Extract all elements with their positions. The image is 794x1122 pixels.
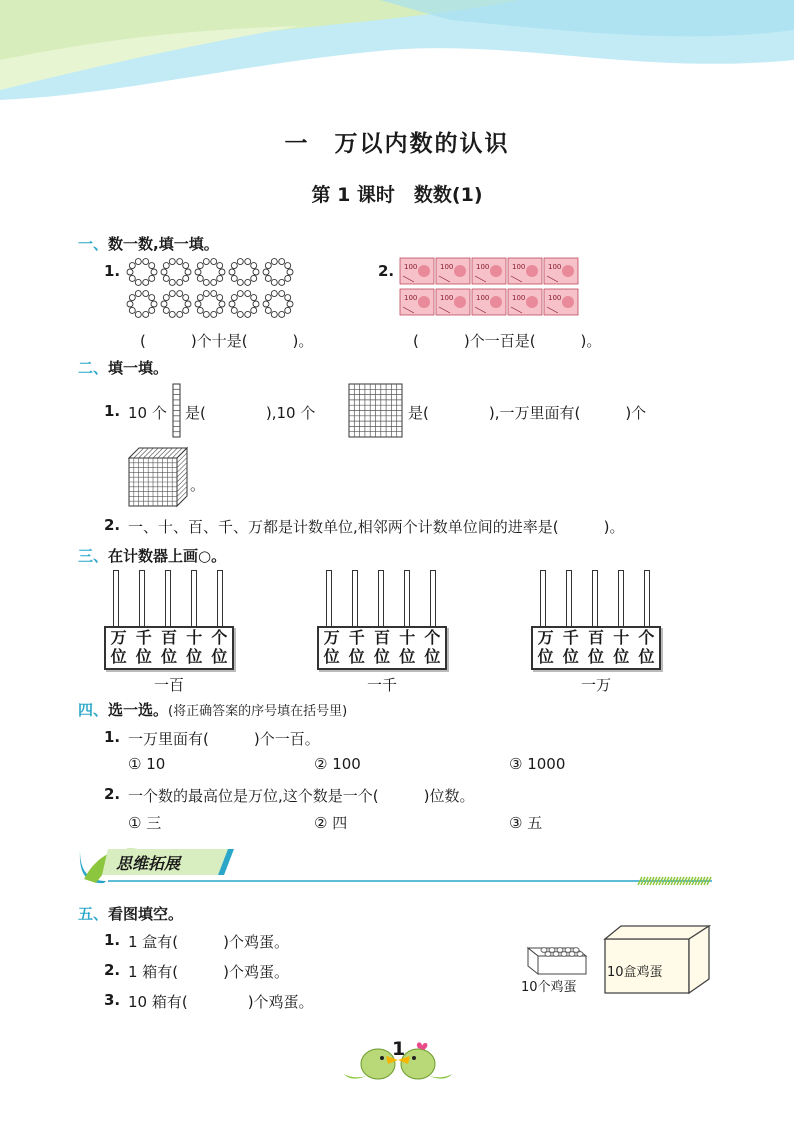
section-2-q2-text: 一、十、百、千、万都是计数单位,相邻两个计数单位间的进率是( )。 bbox=[128, 518, 625, 536]
svg-text:100: 100 bbox=[476, 294, 490, 302]
section-5-q3-number: 3. bbox=[104, 991, 121, 1009]
egg-tray-caption: 10个鸡蛋 bbox=[521, 980, 577, 995]
svg-text:100: 100 bbox=[548, 294, 562, 302]
section-4-q2-option-3[interactable]: ③ 五 bbox=[509, 814, 543, 832]
section-2-number: 二、 bbox=[78, 359, 109, 377]
section-1-number: 一、 bbox=[78, 235, 109, 253]
section-1-text: 数一数,填一填。 bbox=[108, 235, 219, 253]
section-4-q1-number: 1. bbox=[104, 728, 121, 746]
section-3-number: 三、 bbox=[78, 547, 109, 565]
svg-text:100: 100 bbox=[476, 263, 490, 271]
section-2-q1-part-d: 。 bbox=[190, 476, 206, 494]
section-4-q2-option-1[interactable]: ① 三 bbox=[128, 814, 162, 832]
section-2-q1-part-b: 是( ),10 个 bbox=[185, 404, 316, 422]
egg-box-label: 10盒鸡蛋 bbox=[607, 965, 663, 980]
section-5-q3-text: 10 箱有( )个鸡蛋。 bbox=[128, 993, 314, 1011]
section-5-q2-number: 2. bbox=[104, 961, 121, 979]
section-5-number: 五、 bbox=[78, 905, 109, 923]
section-2-q1-number: 1. bbox=[104, 402, 121, 420]
section-2-q1-part-c: 是( ),一万里面有( )个 bbox=[408, 404, 647, 422]
section-1-heading bbox=[78, 233, 219, 254]
section-4-q2-text: 一个数的最高位是万位,这个数是一个( )位数。 bbox=[128, 787, 475, 805]
section-4-text: 选一选。 bbox=[108, 701, 169, 719]
abacus-hundred[interactable] bbox=[104, 570, 234, 694]
bead-rings-illustration bbox=[126, 256, 296, 320]
section-2-text: 填一填。 bbox=[108, 359, 169, 377]
thousand-cube-icon bbox=[128, 447, 194, 509]
section-3-text: 在计数器上画○。 bbox=[108, 547, 227, 565]
svg-text:100: 100 bbox=[404, 263, 418, 271]
section-1-q1-text: ( )个十是( )。 bbox=[140, 332, 314, 350]
egg-box-illustration bbox=[603, 923, 713, 995]
svg-text:100: 100 bbox=[548, 263, 562, 271]
section-3-heading bbox=[78, 545, 226, 566]
section-4-q1-option-2[interactable]: ② 100 bbox=[314, 755, 361, 773]
svg-text:100: 100 bbox=[512, 294, 526, 302]
section-5-text: 看图填空。 bbox=[108, 905, 184, 923]
svg-text:100: 100 bbox=[440, 263, 454, 271]
extension-banner-label: 思维拓展 bbox=[116, 854, 181, 873]
abacus-place-labels: 万 位 千 位 百 位 十 位 个 位 bbox=[104, 626, 234, 670]
page-number: 1 bbox=[392, 1038, 406, 1060]
section-4-q1-option-1[interactable]: ① 10 bbox=[128, 755, 166, 773]
abacus-hundred-label: 一百 bbox=[153, 676, 184, 694]
egg-tray-illustration bbox=[524, 936, 590, 976]
section-4-number: 四、 bbox=[78, 701, 109, 719]
section-4-q1-option-3[interactable]: ③ 1000 bbox=[509, 755, 566, 773]
svg-text:100: 100 bbox=[512, 263, 526, 271]
section-4-q2-option-2[interactable]: ② 四 bbox=[314, 814, 348, 832]
banknotes-illustration bbox=[396, 256, 582, 318]
svg-text:100: 100 bbox=[404, 294, 418, 302]
abacus-place-labels: 万 位 千 位 百 位 十 位 个 位 bbox=[317, 626, 447, 670]
section-5-heading bbox=[78, 903, 183, 924]
section-2-q1-part-a: 10 个 bbox=[128, 404, 167, 422]
header-wave-decoration bbox=[0, 0, 794, 110]
abacus-ten-thousand[interactable] bbox=[531, 570, 661, 694]
section-4-note: (将正确答案的序号填在括号里) bbox=[168, 704, 348, 719]
chapter-title: 一 万以内数的认识 bbox=[284, 131, 510, 157]
abacus-place-labels: 万 位 千 位 百 位 十 位 个 位 bbox=[531, 626, 661, 670]
section-5-q1-number: 1. bbox=[104, 931, 121, 949]
abacus-thousand-label: 一千 bbox=[366, 676, 397, 694]
svg-text:100: 100 bbox=[440, 294, 454, 302]
section-5-q1-text: 1 盒有( )个鸡蛋。 bbox=[128, 933, 290, 951]
section-5-q2-text: 1 箱有( )个鸡蛋。 bbox=[128, 963, 290, 981]
section-4-q1-text: 一万里面有( )个一百。 bbox=[128, 730, 320, 748]
section-1-q1-number: 1. bbox=[104, 262, 121, 280]
abacus-ten-thousand-label: 一万 bbox=[580, 676, 611, 694]
section-1-q2-text: ( )个一百是( )。 bbox=[413, 332, 602, 350]
section-1-q2-number: 2. bbox=[378, 262, 395, 280]
lesson-title: 第 1 课时 数数(1) bbox=[311, 184, 483, 206]
section-4-q2-number: 2. bbox=[104, 785, 121, 803]
section-2-q2-number: 2. bbox=[104, 516, 121, 534]
abacus-thousand[interactable] bbox=[317, 570, 447, 694]
section-2-heading bbox=[78, 357, 168, 378]
section-4-heading bbox=[78, 699, 347, 720]
hundred-flat-icon bbox=[348, 383, 404, 439]
ten-cube-rod-icon bbox=[172, 383, 182, 439]
